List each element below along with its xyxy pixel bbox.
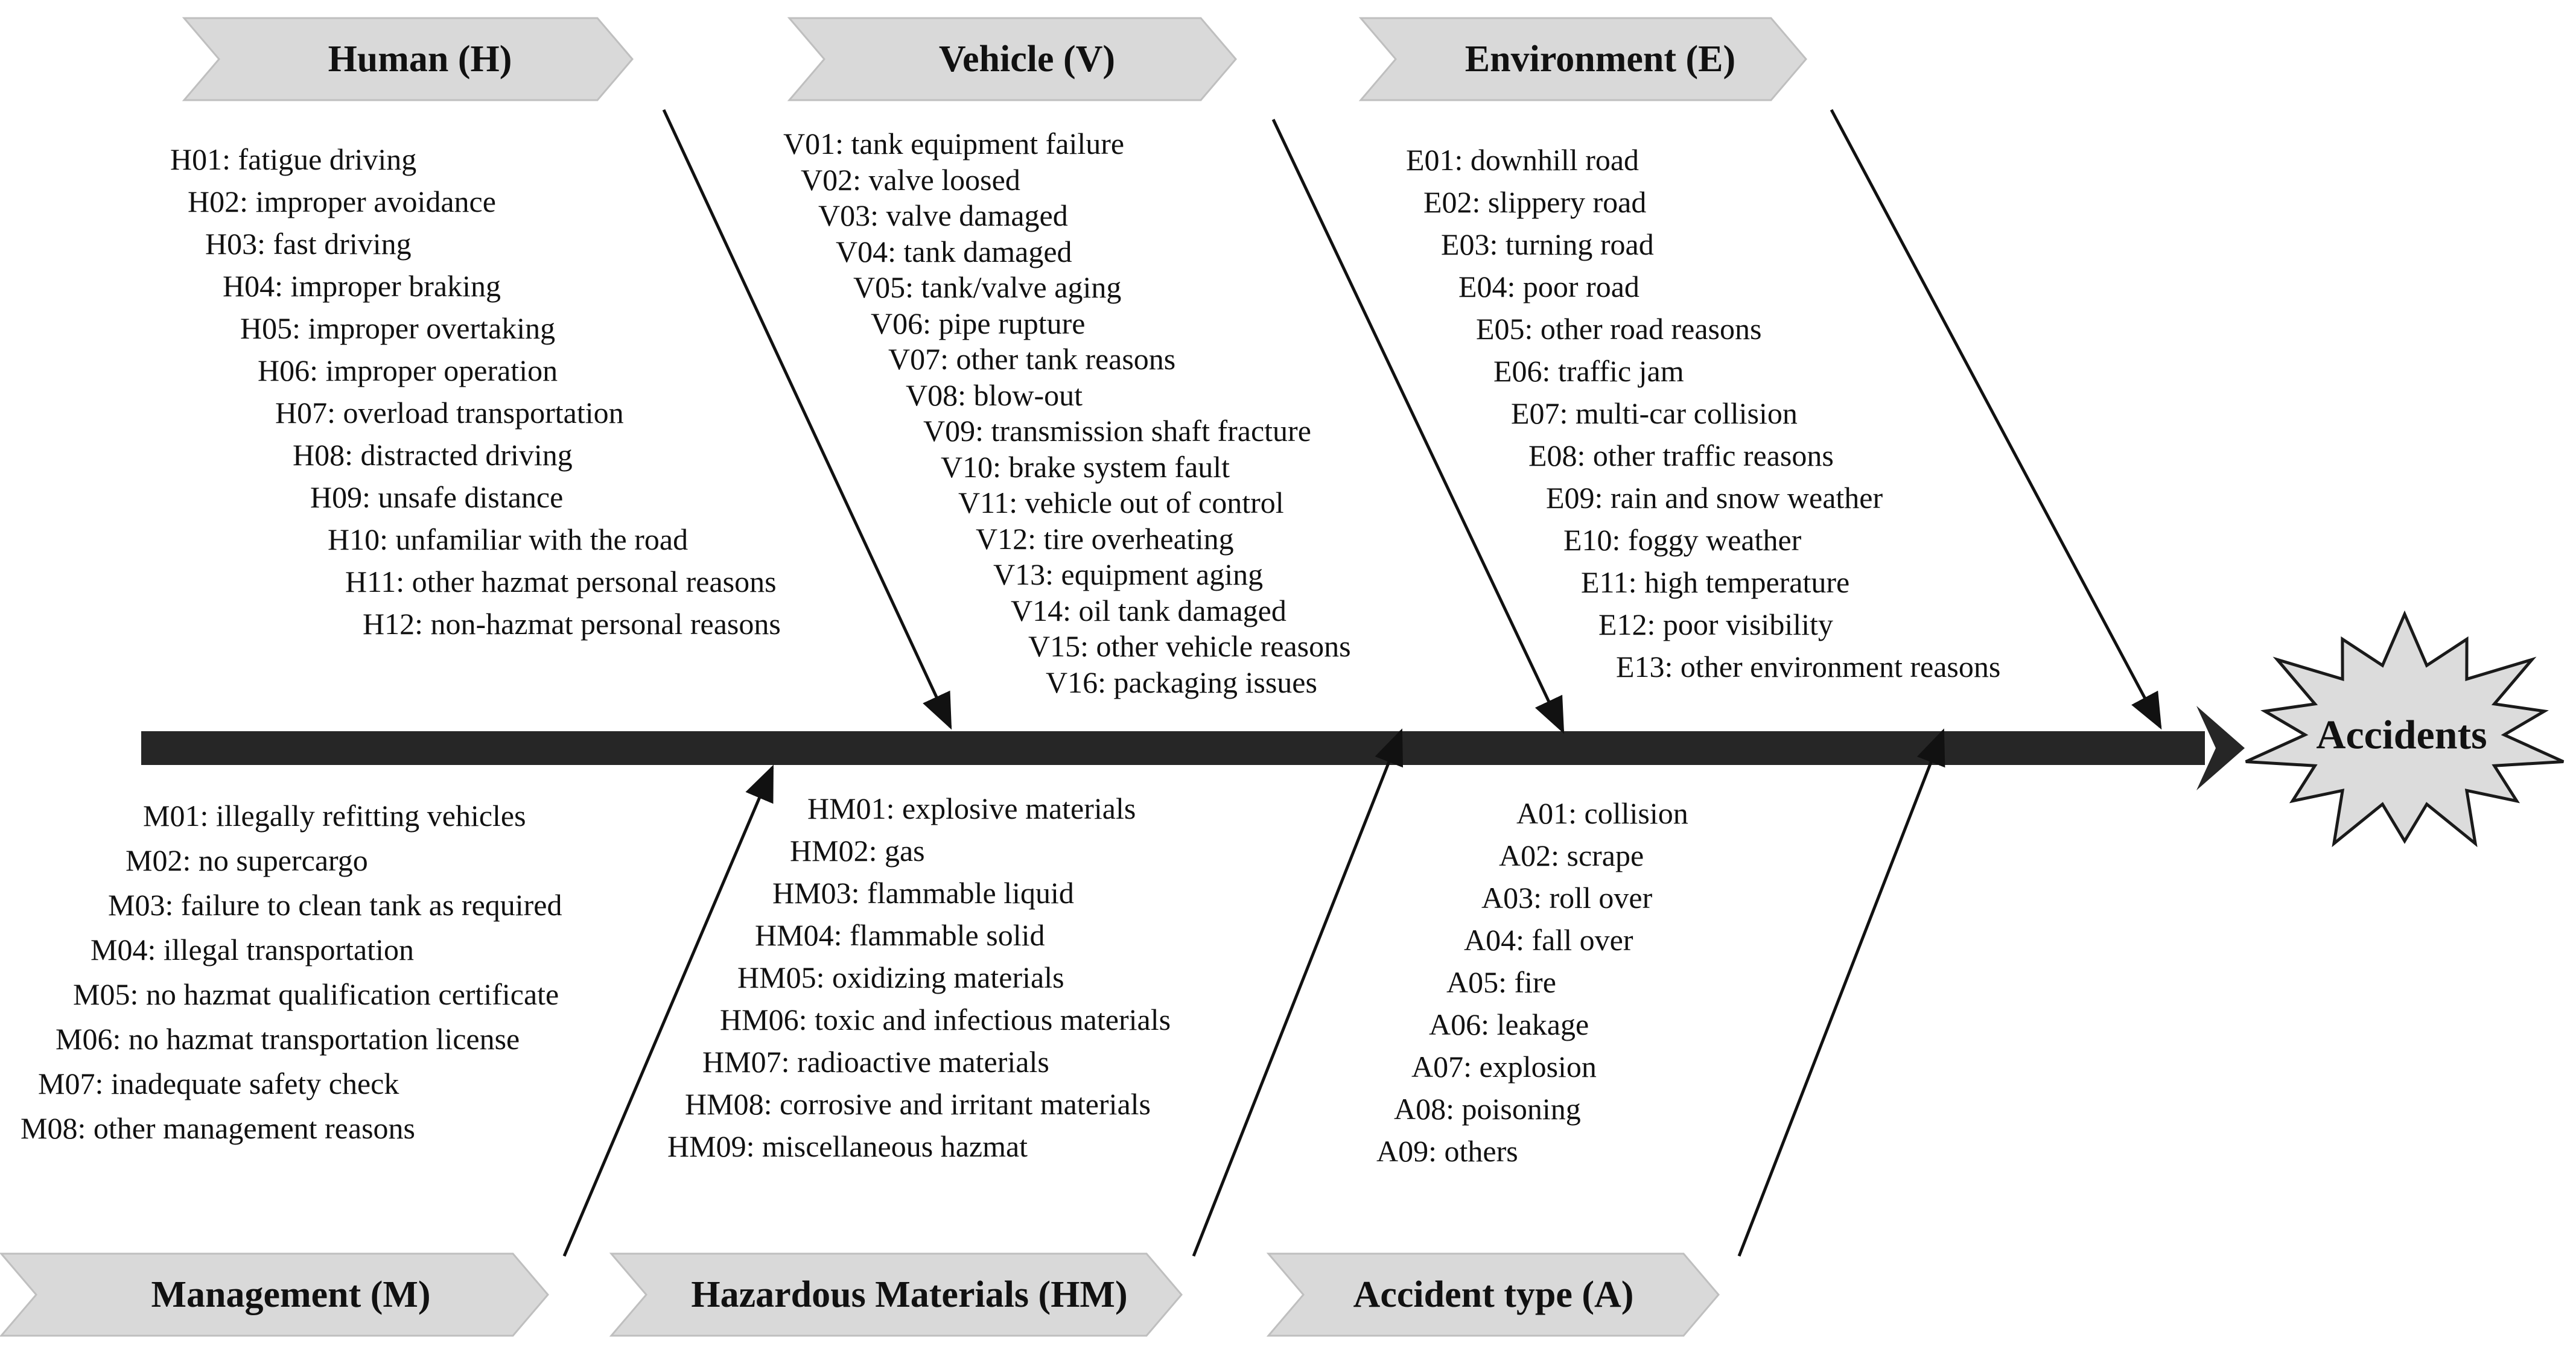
environment-cause-item: E04: poor road — [1458, 270, 1639, 303]
environment-cause-item: E02: slippery road — [1423, 185, 1647, 219]
management-cause-item: M02: no supercargo — [126, 843, 368, 877]
hazardous-materials-cause-item: HM05: oxidizing materials — [737, 960, 1064, 994]
hazardous-materials-cause-item: HM02: gas — [790, 834, 925, 868]
accident-type-item: A04: fall over — [1464, 923, 1633, 957]
vehicle-cause-item: V08: blow-out — [906, 378, 1083, 412]
human-cause-item: H12: non-hazmat personal reasons — [363, 607, 781, 641]
human-category-label: Human (H) — [328, 39, 512, 80]
accident-type-item: A03: roll over — [1481, 881, 1653, 915]
vehicle-cause-item: V04: tank damaged — [836, 235, 1072, 268]
hazardous-materials-cause-item: HM06: toxic and infectious materials — [720, 1003, 1171, 1036]
human-cause-item: H02: improper avoidance — [188, 185, 496, 218]
environment-cause-item: E06: traffic jam — [1493, 354, 1684, 388]
environment-cause-item: E01: downhill road — [1406, 143, 1639, 177]
management-cause-item: M06: no hazmat transportation license — [56, 1022, 520, 1056]
human-cause-item: H11: other hazmat personal reasons — [345, 565, 777, 598]
accident-type-item: A01: collision — [1516, 796, 1688, 830]
environment-cause-item: E13: other environment reasons — [1616, 650, 2001, 684]
management-cause-item: M03: failure to clean tank as required — [108, 888, 562, 922]
management-cause-item: M07: inadequate safety check — [38, 1067, 399, 1100]
human-cause-item: H10: unfamiliar with the road — [328, 522, 689, 556]
vehicle-cause-item: V02: valve loosed — [801, 163, 1020, 197]
hazardous-materials-category-label: Hazardous Materials (HM) — [691, 1274, 1128, 1315]
environment-branch-arrow — [1831, 110, 2160, 727]
management-cause-item: M08: other management reasons — [21, 1111, 415, 1145]
human-cause-item: H01: fatigue driving — [170, 142, 417, 176]
accident-type-item: A06: leakage — [1429, 1008, 1589, 1041]
accident-type-item: A09: others — [1376, 1134, 1518, 1168]
accident-type-item: A02: scrape — [1499, 839, 1644, 872]
vehicle-cause-item: V13: equipment aging — [993, 557, 1264, 591]
vehicle-cause-item: V11: vehicle out of control — [958, 486, 1284, 519]
vehicle-cause-item: V15: other vehicle reasons — [1028, 629, 1351, 663]
human-cause-item: H08: distracted driving — [293, 438, 573, 472]
environment-cause-item: E07: multi-car collision — [1511, 396, 1798, 430]
main-spine — [141, 731, 2205, 765]
environment-cause-item: E12: poor visibility — [1598, 608, 1833, 641]
accident-type-item: A08: poisoning — [1394, 1092, 1581, 1126]
environment-cause-item: E09: rain and snow weather — [1546, 481, 1883, 515]
hazardous-materials-branch-arrow — [1194, 731, 1401, 1256]
hazardous-materials-cause-item: HM03: flammable liquid — [772, 876, 1074, 910]
vehicle-cause-item: V09: transmission shaft fracture — [923, 414, 1311, 448]
human-cause-item: H03: fast driving — [205, 227, 412, 261]
hazardous-materials-cause-item: HM04: flammable solid — [755, 918, 1045, 952]
management-cause-item: M01: illegally refitting vehicles — [143, 799, 526, 833]
accident-type-item: A05: fire — [1446, 965, 1556, 999]
vehicle-cause-item: V14: oil tank damaged — [1011, 594, 1286, 627]
management-cause-item: M04: illegal transportation — [91, 933, 415, 966]
human-cause-item: H04: improper braking — [223, 269, 501, 303]
hazardous-materials-cause-item: HM08: corrosive and irritant materials — [685, 1087, 1151, 1121]
vehicle-cause-item: V06: pipe rupture — [871, 306, 1086, 340]
hazardous-materials-cause-item: HM09: miscellaneous hazmat — [667, 1129, 1028, 1163]
vehicle-cause-item: V03: valve damaged — [818, 198, 1068, 232]
management-category-label: Management (M) — [151, 1274, 431, 1315]
vehicle-cause-item: V12: tire overheating — [976, 522, 1234, 556]
environment-category-label: Environment (E) — [1465, 39, 1736, 80]
accident-type-branch-arrow — [1739, 731, 1943, 1256]
human-cause-item: H09: unsafe distance — [310, 480, 564, 514]
vehicle-cause-item: V07: other tank reasons — [888, 342, 1176, 376]
hazardous-materials-cause-item: HM01: explosive materials — [807, 792, 1136, 825]
accidents-effect-label: Accidents — [2316, 711, 2487, 758]
accident-type-item: A07: explosion — [1411, 1050, 1597, 1084]
human-cause-item: H06: improper operation — [258, 354, 558, 387]
human-cause-item: H05: improper overtaking — [240, 311, 556, 345]
environment-cause-item: E11: high temperature — [1581, 565, 1850, 599]
human-cause-item: H07: overload transportation — [275, 396, 624, 430]
accident-type-category-label: Accident type (A) — [1353, 1274, 1634, 1315]
vehicle-cause-item: V01: tank equipment failure — [783, 127, 1125, 160]
environment-cause-item: E05: other road reasons — [1476, 312, 1762, 346]
management-cause-item: M05: no hazmat qualification certificate — [73, 977, 559, 1011]
vehicle-cause-item: V10: brake system fault — [941, 450, 1230, 484]
environment-cause-item: E08: other traffic reasons — [1528, 439, 1834, 472]
hazardous-materials-cause-item: HM07: radioactive materials — [702, 1045, 1049, 1079]
vehicle-category-label: Vehicle (V) — [938, 39, 1116, 80]
vehicle-cause-item: V05: tank/valve aging — [853, 270, 1122, 304]
vehicle-cause-item: V16: packaging issues — [1046, 665, 1317, 699]
environment-cause-item: E10: foggy weather — [1563, 523, 1802, 557]
environment-cause-item: E03: turning road — [1441, 227, 1654, 261]
